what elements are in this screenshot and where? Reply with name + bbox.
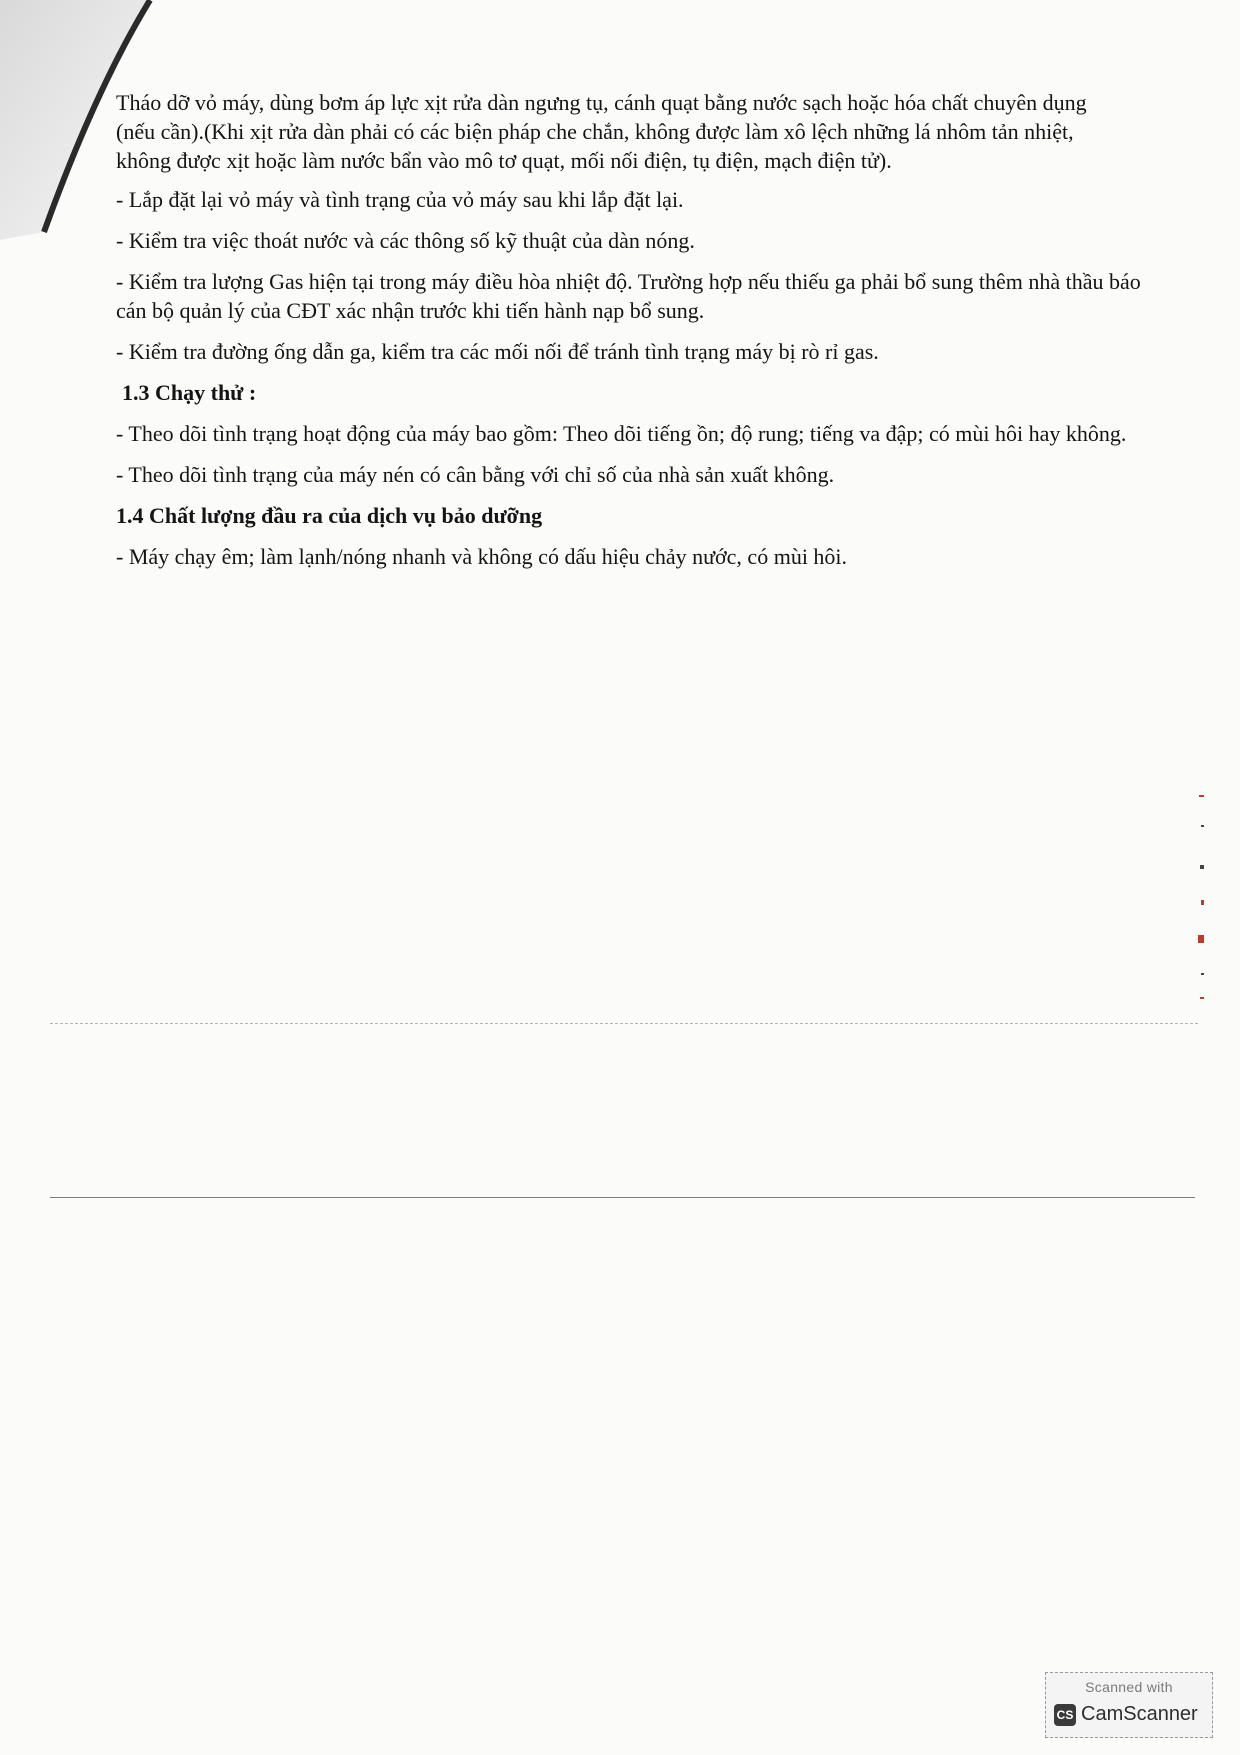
- intro-line: Tháo dỡ vỏ máy, dùng bơm áp lực xịt rửa dàn ngưng tụ, cánh quạt bằng nước sạch hoặc hóa chất chuyên dụng: [116, 90, 1087, 115]
- list-item: - Kiểm tra đường ống dẫn ga, kiểm tra các mối nối để tránh tình trạng máy bị rò rỉ gas.: [116, 339, 879, 364]
- divider-line: [50, 1197, 1195, 1198]
- camscanner-logo-icon: CS: [1054, 1704, 1076, 1726]
- list-item: - Kiểm tra việc thoát nước và các thông số kỹ thuật của dàn nóng.: [116, 228, 695, 253]
- watermark-caption: Scanned with: [1085, 1679, 1173, 1695]
- list-item: - Theo dõi tình trạng hoạt động của máy bao gồm: Theo dõi tiếng ồn; độ rung; tiếng va đập; có mùi hôi hay không.: [116, 421, 1127, 446]
- intro-line: không được xịt hoặc làm nước bẩn vào mô tơ quạt, mối nối điện, tụ điện, mạch điện tử).: [116, 148, 892, 173]
- camscanner-watermark: [1045, 1672, 1213, 1738]
- list-item: - Máy chạy êm; làm lạnh/nóng nhanh và không có dấu hiệu chảy nước, có mùi hôi.: [116, 544, 848, 569]
- document-body: [116, 88, 1156, 583]
- scan-specks: [1192, 795, 1204, 1015]
- intro-paragraph: [116, 88, 1156, 175]
- list-item: - Theo dõi tình trạng của máy nén có cân bằng với chỉ số của nhà sản xuất không.: [116, 462, 835, 487]
- section-heading-1-3: 1.3 Chạy thử :: [122, 380, 257, 405]
- watermark-brand: CamScanner: [1081, 1703, 1198, 1725]
- list-item: - Kiểm tra lượng Gas hiện tại trong máy điều hòa nhiệt độ. Trường hợp nếu thiếu ga phải bổ sung thêm nhà thầu báo cán bộ quản lý của CĐT xác nhận trước khi tiến hành nạp bổ sung.: [116, 269, 1141, 323]
- intro-line: (nếu cần).(Khi xịt rửa dàn phải có các biện pháp che chắn, không được làm xô lệch những lá nhôm tản nhiệt,: [116, 119, 1074, 144]
- faint-divider-line: [50, 1023, 1198, 1024]
- section-heading-1-4: 1.4 Chất lượng đầu ra của dịch vụ bảo dưỡng: [116, 503, 543, 528]
- list-item: - Lắp đặt lại vỏ máy và tình trạng của vỏ máy sau khi lắp đặt lại.: [116, 187, 684, 212]
